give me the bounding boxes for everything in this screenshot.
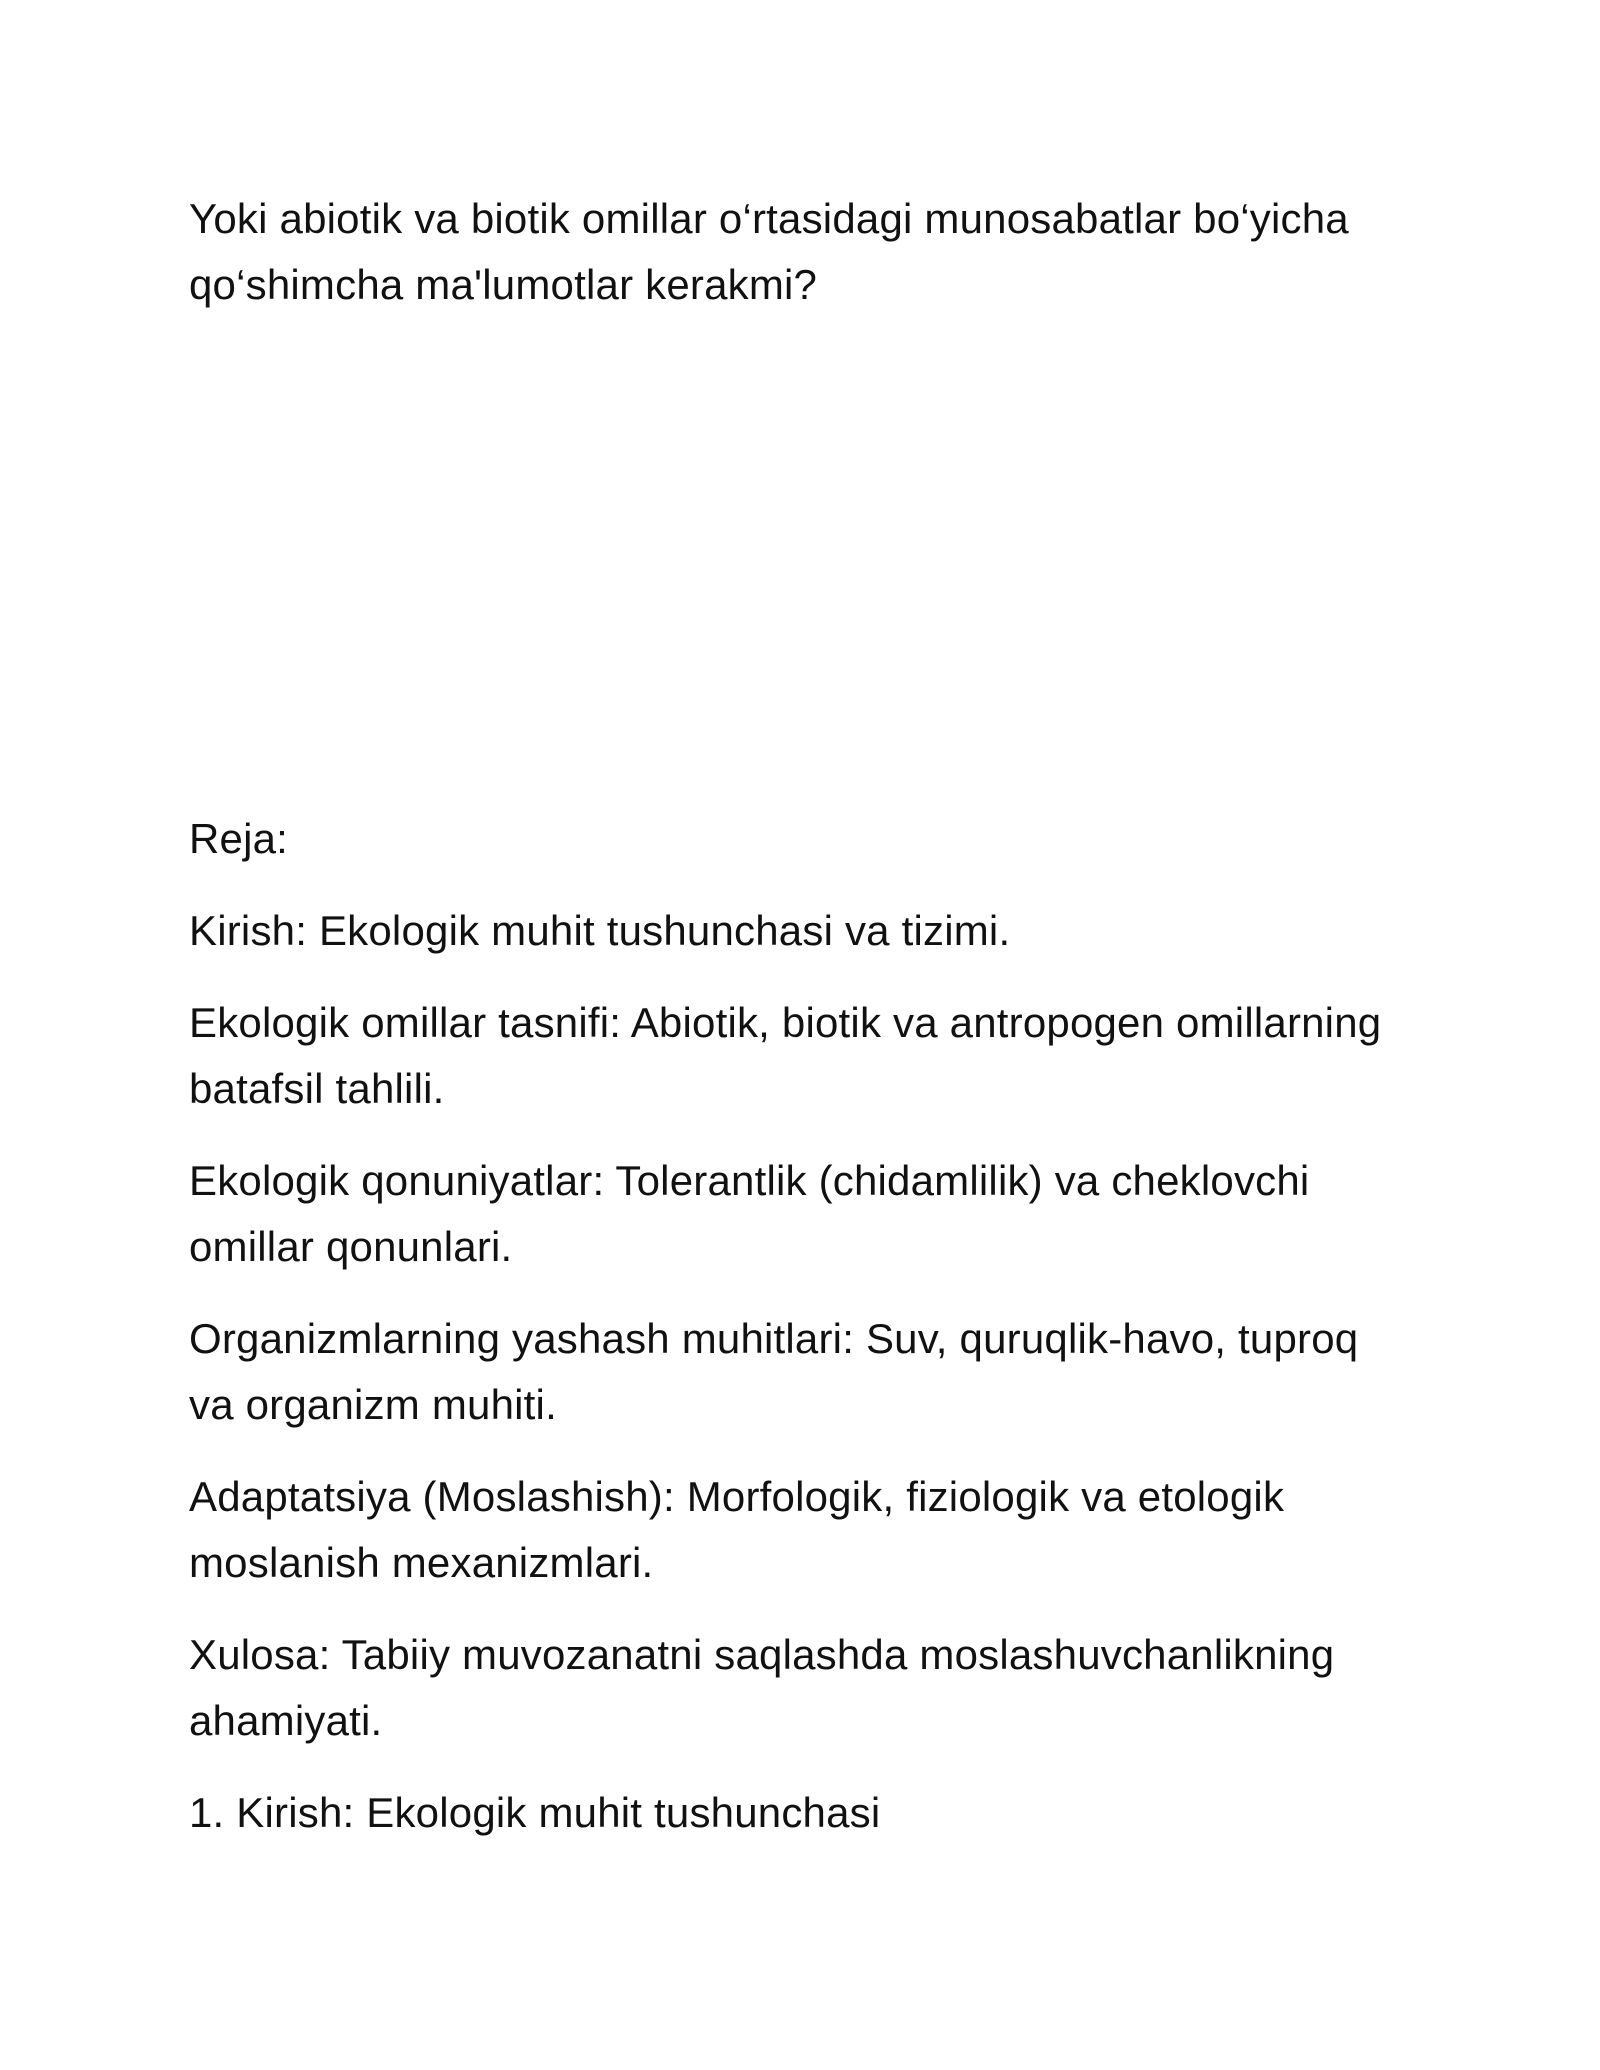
intro-block (189, 186, 1409, 344)
plan-item: Ekologik qonuniyatlar: Tolerantlik (chidamlilik) va cheklovchi omillar qonunlari. (189, 1157, 1310, 1270)
plan-item: Xulosa: Tabiiy muvozanatni saqlashda moslashuvchanlikning ahamiyati. (189, 1631, 1335, 1744)
section-heading: 1. Kirish: Ekologik muhit tushunchasi (189, 1789, 881, 1836)
plan-heading: Reja: (189, 815, 289, 862)
plan-item: Organizmlarning yashash muhitlari: Suv, quruqlik-havo, tuproq va organizm muhiti. (189, 1315, 1359, 1428)
intro-paragraph: Yoki abiotik va biotik omillar o‘rtasidagi munosabatlar bo‘yicha qo‘shimcha ma'lumotlar kerakmi? (189, 195, 1349, 308)
plan-item: Kirish: Ekologik muhit tushunchasi va tizimi. (189, 907, 1011, 954)
plan-item: Adaptatsiya (Moslashish): Morfologik, fiziologik va etologik moslanish mexanizmlari. (189, 1473, 1285, 1586)
plan-item: Ekologik omillar tasnifi: Abiotik, biotik va antropogen omillarning batafsil tahlili. (189, 999, 1382, 1112)
plan-block (189, 806, 1409, 1872)
